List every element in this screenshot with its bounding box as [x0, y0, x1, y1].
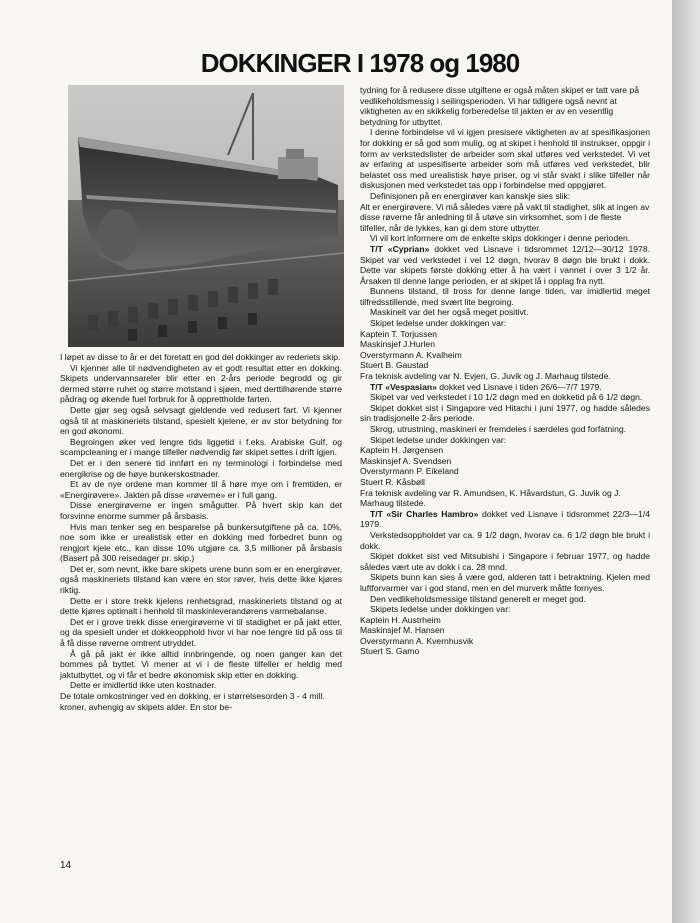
- paragraph: Det er i den senere tid innført en ny terminologi i forbindelse med energikrise og de høye bunkerskostnader.: [60, 457, 342, 479]
- paragraph: Skipets bunn kan sies å være god, alderen tatt i betraktning. Kjelen med luftforvarmer var i god stand, men en del murverk måtte fornyes.: [360, 572, 650, 593]
- drydock-ship-photo: [68, 85, 344, 347]
- right-column: [360, 85, 650, 657]
- paragraph: Skipets ledelse under dokkingen var:: [370, 604, 511, 615]
- paragraph: Dette er imidlertid ikke uten kostnader.: [70, 680, 217, 691]
- paragraph: Alt er energirøvere. Vi må således være på vakt til stadighet, slik at ingen av disse røverne får anledning til å utøve sin virksomhet, som i de fleste tilfeller, når de lykkes, kan gi dem store utbytter.: [360, 201, 650, 233]
- paragraph: Dette gjør seg også selvsagt gjeldende ved redusert fart. Vi kjenner også til at maskineriets tilstand, spesielt kjelene, er av stor betydning for en god økonomi.: [60, 404, 342, 437]
- page-edge: [672, 0, 700, 923]
- crew-line: Overstyrmann P. Eikeland: [360, 466, 459, 477]
- paragraph: Begroingen øker ved lengre tids liggetid i f.eks. Arabiske Gulf, og scampcleaning er i mange tilfeller nødvendig før skipet settes i drift igjen.: [60, 436, 342, 458]
- paragraph: Disse energirøverne er ingen smågutter. På hvert skip kan det forsvinne enorme summer på årsbasis.: [60, 500, 342, 521]
- paragraph: Vi vil kort informere om de enkelte skips dokkinger i denne perioden.: [370, 233, 631, 244]
- crew-line: Maskinsjef M. Hansen: [360, 625, 445, 636]
- ship-text: dokket ved Lisnave i tidsrommet 12/12—30/12 1978. Skipet var ved verkstedet i vel 12 døgn, hvorav 8 døgn ble brukt i dokk. Dette var skipets første dokking etter å ha vært i vannet i over 3 1/2 år. Årsaken til denne lange perioden, er at skipet lå i opplag fra nytt.: [360, 243, 650, 286]
- page-number: 14: [60, 860, 72, 871]
- paragraph: Skipet dokket sist i Singapore ved Hitachi i juni 1977, og hadde således sin tradisjonelle 2-års periode.: [360, 402, 650, 424]
- crew-line: Fra teknisk avdeling var R. Amundsen, K. Håvardstun, G. Juvik og J. Marhaug tilstede.: [360, 487, 621, 509]
- crew-line: Stuert R. Kåsbøll: [360, 476, 425, 487]
- paragraph: Skipet var ved verkstedet i 10 1/2 døgn med en dokketid på 6 1/2 døgn.: [370, 392, 643, 403]
- ship-text: dokket ved Lisnave i tidsrommet 22/3—1/4 1979.: [360, 508, 650, 530]
- article-title: DOKKINGER I 1978 og 1980: [200, 48, 520, 78]
- crew-line: Maskinsjef A. Svendsen: [360, 455, 452, 466]
- paragraph: Definisjonen på en energirøver kan kanskje sies slik:: [370, 190, 571, 201]
- crew-line: Overstyrmann A. Kvernhusvik: [360, 635, 474, 646]
- paragraph: Bunnens tilstand, til tross for denne lange tiden, var imidlertid meget tilfredsstillende, med svært lite begroing.: [360, 286, 650, 307]
- crew-line: Fra teknisk avdeling var N. Evjen, G. Juvik og J. Marhaug tilstede.: [360, 371, 611, 382]
- paragraph: De totale omkostninger ved en dokking, er i størrelsesorden 3 - 4 mill. kroner, avhengig av skipets alder. En stor be-: [60, 691, 325, 712]
- paragraph: Det er, som nevnt, ikke bare skipets urene bunn som er en energirøver, også maskineriets tilstand kan være en stor røver, hvis dette ikke kjøres riktig.: [60, 563, 342, 596]
- paragraph: I denne forbindelse vil vi igjen presisere viktigheten av at spesifikasjonen for dokking er så god som mulig, og at skipet i henhold til instrukser, oppgir i form av verkstedslister de arbeider som skal utføres ved verkstedet. Vi vet av erfaring at uspesifiserte arbeider som må utføres ved verkstedet, blir belastet oss med urealistisk høye priser, og vi står svakt i slike tilfeller når diskusjonen med verkstedet tas opp i forbindelse med oppgjøret.: [360, 127, 650, 191]
- paragraph: Å gå på jakt er ikke alltid innbringende, og noen ganger kan det bommes på byttet. Vi mener at vi i de fleste tilfeller er heldig med jaktutbyttet, og vi får et bedre økonomisk skip etter en dokking.: [60, 648, 342, 680]
- paragraph: Verkstedsoppholdet var ca. 9 1/2 døgn, hvorav ca. 6 1/2 døgn ble brukt i dokk.: [360, 529, 650, 551]
- ship-name: T/T «Vespasian»: [370, 381, 437, 392]
- crew-line: Maskinsjef J.Hurlen: [360, 339, 435, 350]
- paragraph: tydning for å redusere disse utgiftene er også måten skipet er tatt vare på vedlikeholdsmessig i seilingsperioden. Vi har tidligere også nevnt at viktigheten av en skikkelig forberedelse til jakten er av en vesentlig betydning for utbyttet.: [360, 85, 639, 127]
- crew-line: Kaptein T. Torjussen: [360, 328, 438, 339]
- crew-line: Kaptein H. Austrheim: [360, 614, 441, 625]
- crew-line: Stuert B. Gaustad: [360, 360, 429, 371]
- ship-text: dokket ved Lisnave i tiden 26/6—7/7 1979.: [436, 381, 602, 392]
- paragraph: Det er i grove trekk disse energirøverne vi til stadighet er på jakt etter, og da spesielt under et dokkeopphold hvor vi har noe lengre tid på oss til å få disse røverne omtrent utryddet.: [60, 616, 342, 649]
- ship-name: T/T «Cyprian»: [370, 243, 430, 254]
- crew-line: Overstyrmann A. Kvalheim: [360, 349, 462, 360]
- crew-line: Stuert S. Gamo: [360, 646, 420, 657]
- paragraph: Vi kjenner alle til nødvendigheten av et godt resultat etter en dokking. Skipets undervannsareler blir etter en 2-års periode begrodd og gir dermed større ruhet og større motstand i sjøen, med derttilhørende større pådrag og økende fuel forbruk for å opprettholde farten.: [60, 362, 342, 405]
- ship-paragraph-vespasian: [360, 382, 650, 393]
- paragraph: Dette er i store trekk kjelens renhetsgrad, maskineriets tilstand og at dette kjøres optimalt i henhold til maskinleverandørens varmebalanse.: [60, 595, 342, 617]
- paragraph: I løpet av disse to år er det foretatt en god del dokkinger av rederiets skip.: [60, 352, 341, 362]
- paragraph: Skipet dokket sist ved Mitsubishi i Singapore i februar 1977, og hadde således vært ute av dokk i ca. 28 mnd.: [360, 551, 650, 572]
- ship-name: T/T «Sir Charles Hambro»: [370, 508, 479, 519]
- paragraph: Maskinelt var det her også meget positivt.: [370, 307, 529, 318]
- crew-line: Kaptein H. Jørgensen: [360, 445, 444, 456]
- ship-paragraph-cyprian: [360, 244, 650, 286]
- paragraph: Skrog, utrustning, maskineri er fremdeles i særdeles god forfatning.: [370, 424, 627, 434]
- paragraph: Et av de nye ordene man kommer til å høre mye om i fremtiden, er «Energirøvere». Jakten på disse «røverne» er i full gang.: [60, 479, 342, 500]
- paragraph: Hvis man tenker seg en besparelse på bunkersutgiftene på ca. 10%, noe som ikke er urealistisk etter en dokking med forbedret bunn og rengjort kjele etc., kan disse 10% utgjøre ca. 3,5 millioner på årsbasis (Basert på 300 reisedager pr. skip.): [60, 521, 342, 564]
- paragraph: Skipet ledelse under dokkingen var:: [370, 318, 507, 329]
- ship-paragraph-hambro: [360, 509, 650, 530]
- left-column: [60, 352, 342, 712]
- paragraph: Den vedlikeholdsmessige tilstand generelt er meget god.: [370, 593, 586, 604]
- paragraph: Skipet ledelse under dokkingen var:: [370, 434, 507, 445]
